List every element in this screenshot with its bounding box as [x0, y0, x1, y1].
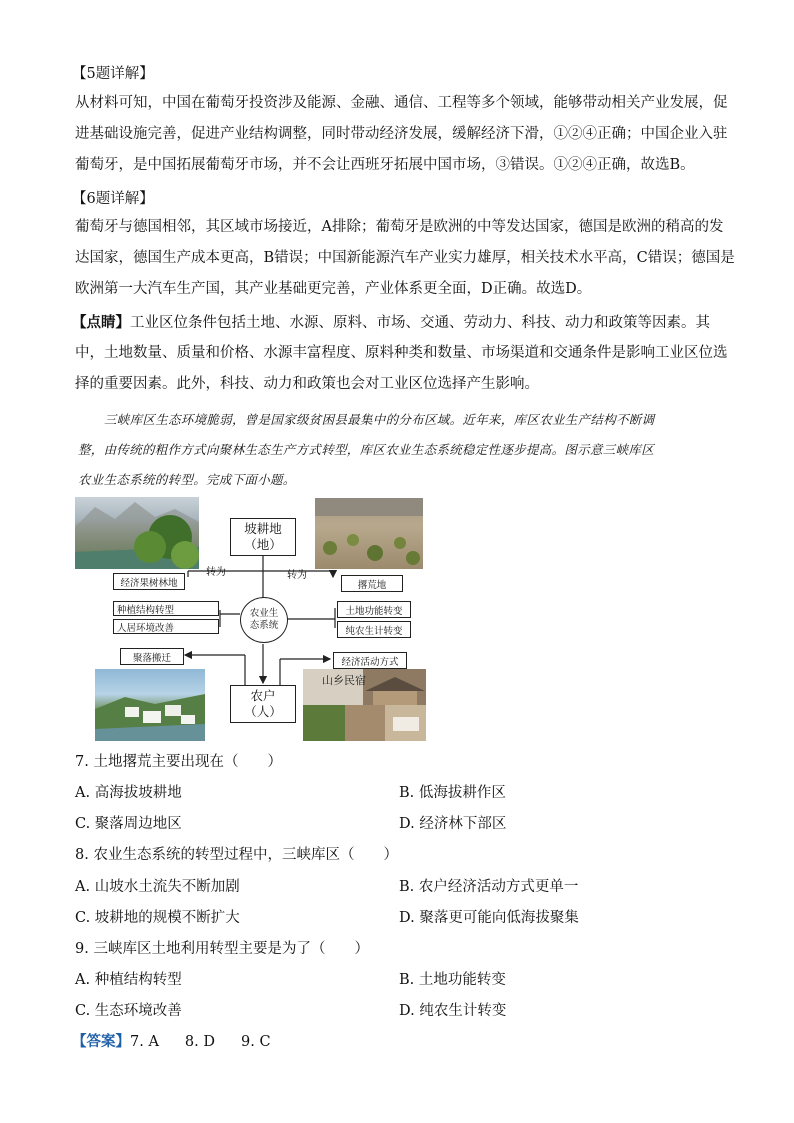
- material-text: [78, 405, 718, 495]
- reservoir-orchard-photo: [75, 497, 199, 569]
- agro-ecosystem-circle: [240, 597, 288, 643]
- q9-option-c: C. 生态环境改善: [75, 1003, 182, 1019]
- answer-item: 9. C: [241, 1034, 271, 1050]
- q7-option-a: A. 高海拔坡耕地: [75, 785, 182, 801]
- abandoned-land-photo: [315, 498, 423, 569]
- section5-line: 进基础设施完善，促进产业结构调整，同时带动经济发展，缓解经济下滑，①②④正确；中国企业入驻: [75, 126, 728, 142]
- answer-item: 8. D: [184, 1034, 215, 1050]
- material-line: 农业生态系统的转型。完成下面小题。: [78, 472, 296, 487]
- tip-label: 【点睛】: [72, 314, 130, 331]
- section5-heading: 【5题详解】: [72, 66, 154, 82]
- tip-body: [72, 307, 728, 400]
- section5-line: 葡萄牙，是中国拓展葡萄牙市场，并不会让西班牙拓展中国市场，③错误。①②④正确，故选B。: [75, 157, 695, 173]
- photo-caption: 山乡民宿: [322, 674, 366, 687]
- economic-activity-box: 经济活动方式: [333, 652, 407, 669]
- q8-option-d: D. 聚落更可能向低海拔聚集: [399, 910, 579, 926]
- box-subtitle: （人）: [244, 704, 282, 719]
- livelihood-change-box: 纯农生计转变: [337, 621, 411, 638]
- q8-option-c: C. 坡耕地的规模不断扩大: [75, 910, 240, 926]
- box-title: 农户: [250, 688, 276, 703]
- material-line: 三峡库区生态环境脆弱，曾是国家级贫困县最集中的分布区域。近年来，库区农业生产结构不断调: [104, 412, 655, 427]
- question-9-stem: 9. 三峡库区土地利用转型主要是为了（ ）: [75, 941, 369, 957]
- tip-line-text: 工业区位条件包括土地、水源、原料、市场、交通、劳动力、科技、动力和政策等因素。其: [130, 315, 710, 331]
- planting-structure-box: 种植结构转型: [113, 601, 219, 616]
- section5-line: 从材料可知，中国在葡萄牙投资涉及能源、金融、通信、工程等多个领域，能够带动相关产业发展，促: [75, 95, 728, 111]
- answer-line: [72, 1030, 271, 1051]
- q7-option-d: D. 经济林下部区: [399, 816, 507, 832]
- material-line: 整，由传统的粗作方式向聚林生态生产方式转型，库区农业生态系统稳定性逐步提高。图示意三峡库区: [78, 442, 655, 457]
- settlement-relocation-box: 聚落搬迁: [120, 648, 184, 665]
- tip-line: 择的重要因素。此外，科技、动力和政策也会对工业区位选择产生影响。: [75, 376, 539, 392]
- q8-option-b: B. 农户经济活动方式更单一: [399, 879, 579, 895]
- sloping-farmland-box: [230, 518, 296, 556]
- circle-text: 态系统: [249, 620, 279, 631]
- orchard-land-box: 经济果树林地: [113, 573, 185, 590]
- answer-item: 7. A: [130, 1034, 159, 1050]
- q7-option-b: B. 低海拔耕作区: [399, 785, 506, 801]
- land-function-box: 土地功能转变: [337, 601, 411, 618]
- photo-illustration: [95, 669, 205, 741]
- photo-illustration: [315, 498, 423, 569]
- ecosystem-transition-diagram: [75, 497, 427, 745]
- box-subtitle: （地）: [244, 537, 282, 552]
- section6-body: [75, 212, 735, 305]
- tip-line: [72, 307, 718, 338]
- q9-option-b: B. 土地功能转变: [399, 972, 506, 988]
- section6-line: 达国家，德国生产成本更高，B错误；中国新能源汽车产业实力雄厚，相关技术水平高，C错误；德国是: [75, 250, 735, 266]
- answer-label: 【答案】: [72, 1033, 130, 1050]
- tip-line: 中，土地数量、质量和价格、水源丰富程度、原料种类和数量、市场渠道和交通条件是影响工业区位选: [75, 345, 728, 361]
- section6-heading: 【6题详解】: [72, 191, 154, 207]
- q9-option-d: D. 纯农生计转变: [399, 1003, 507, 1019]
- abandoned-land-box: 撂荒地: [341, 575, 403, 592]
- section6-line: 欧洲第一大汽车生产国，其产业基础更完善，产业体系更全面，D正确。故选D。: [75, 281, 592, 297]
- farmer-household-box: [230, 685, 296, 723]
- living-environment-box: 人居环境改善: [113, 619, 219, 634]
- section5-body: [75, 88, 728, 181]
- q7-option-c: C. 聚落周边地区: [75, 816, 182, 832]
- arrow-label-right: 转为: [287, 570, 307, 581]
- question-8-stem: 8. 农业生态系统的转型过程中，三峡库区（ ）: [75, 847, 398, 863]
- box-title: 坡耕地: [244, 521, 282, 536]
- photo-illustration: [75, 497, 199, 569]
- section6-line: 葡萄牙与德国相邻，其区域市场接近，A排除；葡萄牙是欧洲的中等发达国家，德国是欧洲的稍高的发: [75, 219, 724, 235]
- question-7-stem: 7. 土地撂荒主要出现在（ ）: [75, 754, 282, 770]
- circle-text: 农业生: [249, 608, 279, 619]
- q9-option-a: A. 种植结构转型: [75, 972, 182, 988]
- relocated-settlement-photo: [95, 669, 205, 741]
- q8-option-a: A. 山坡水土流失不断加剧: [75, 879, 240, 895]
- arrow-label-left: 转为: [206, 567, 226, 578]
